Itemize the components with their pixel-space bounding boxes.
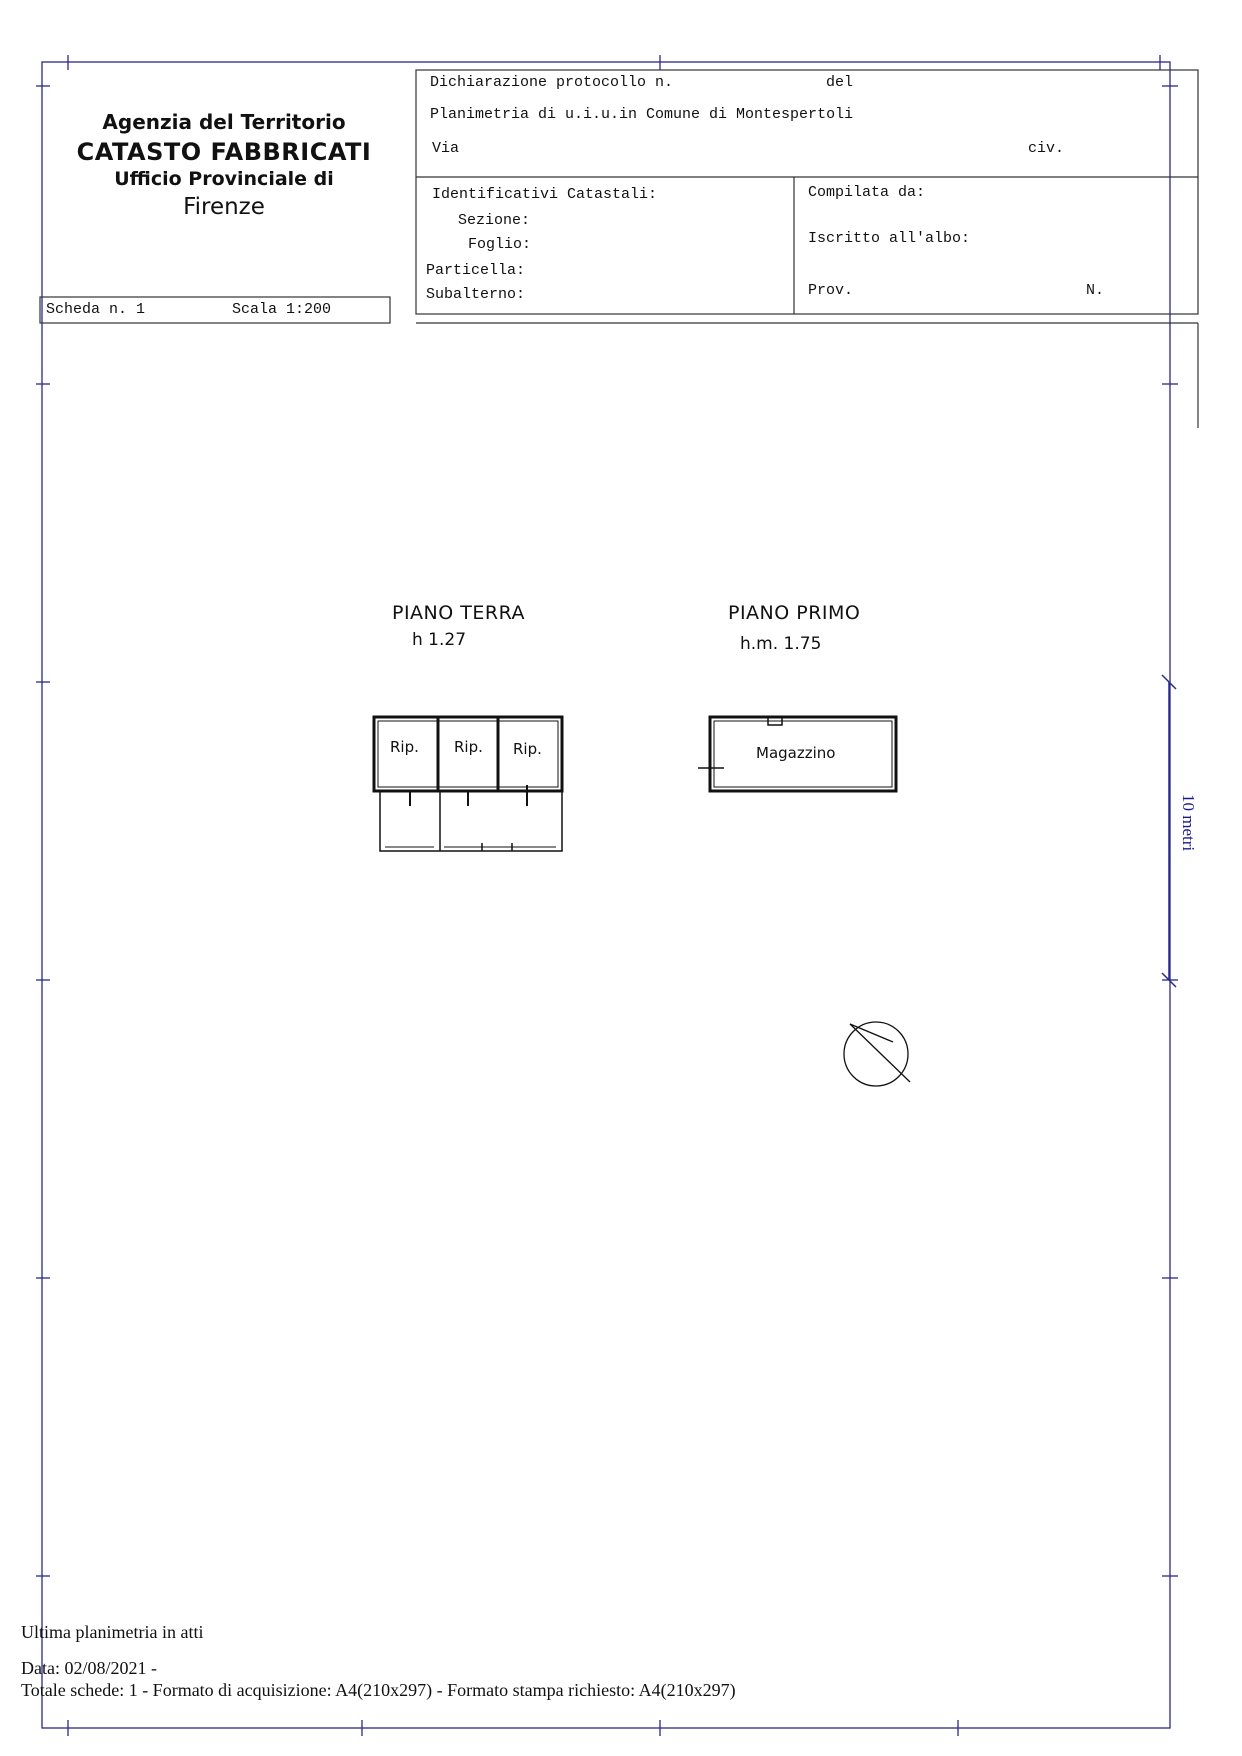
planimetria-label: Planimetria di u.i.u.in Comune di Montespertoli <box>430 106 854 123</box>
civ-label: civ. <box>1028 140 1065 157</box>
footer-totale: Totale schede: 1 - Formato di acquisizione: A4(210x297) - Formato stampa richiesto: A4(210x297) <box>21 1680 736 1700</box>
protocol-label: Dichiarazione protocollo n. <box>430 74 674 91</box>
room-label-rip-2: Rip. <box>454 738 483 756</box>
scale-bar <box>1162 675 1176 987</box>
iscritto-label: Iscritto all'albo: <box>808 230 971 247</box>
compilata-label: Compilata da: <box>808 184 926 201</box>
footer-ultima: Ultima planimetria in atti <box>21 1622 204 1642</box>
scale-bar-label: 10 metri <box>1179 794 1198 852</box>
piano-primo-title: PIANO PRIMO <box>728 602 861 624</box>
n-label: N. <box>1086 282 1105 299</box>
catasto-title: CATASTO FABBRICATI <box>76 138 372 166</box>
piano-terra-height: h 1.27 <box>412 630 467 650</box>
room-label-magazzino: Magazzino <box>756 744 836 762</box>
piano-primo-height: h.m. 1.75 <box>740 634 822 654</box>
room-label-rip-1: Rip. <box>390 738 419 756</box>
agency-name: Agenzia del Territorio <box>102 110 346 134</box>
particella-label: Particella: <box>426 262 526 279</box>
outer-frame <box>36 55 1178 1736</box>
prov-label: Prov. <box>808 282 854 299</box>
foglio-label: Foglio: <box>468 236 532 253</box>
sezione-label: Sezione: <box>458 212 531 229</box>
identificativi-title: Identificativi Catastali: <box>432 186 658 203</box>
subalterno-label: Subalterno: <box>426 286 526 303</box>
scala-label: Scala 1:200 <box>232 301 332 318</box>
north-arrow-icon <box>844 1022 910 1086</box>
via-label: Via <box>432 140 460 157</box>
agency-block <box>74 110 374 220</box>
province-name: Firenze <box>183 194 265 220</box>
footer-data: Data: 02/08/2021 - <box>21 1658 157 1678</box>
room-label-rip-3: Rip. <box>513 740 542 758</box>
piano-terra-title: PIANO TERRA <box>392 602 526 624</box>
del-label: del <box>826 74 854 91</box>
ufficio-label: Ufficio Provinciale di <box>114 168 334 190</box>
scheda-label: Scheda n. 1 <box>46 301 146 318</box>
